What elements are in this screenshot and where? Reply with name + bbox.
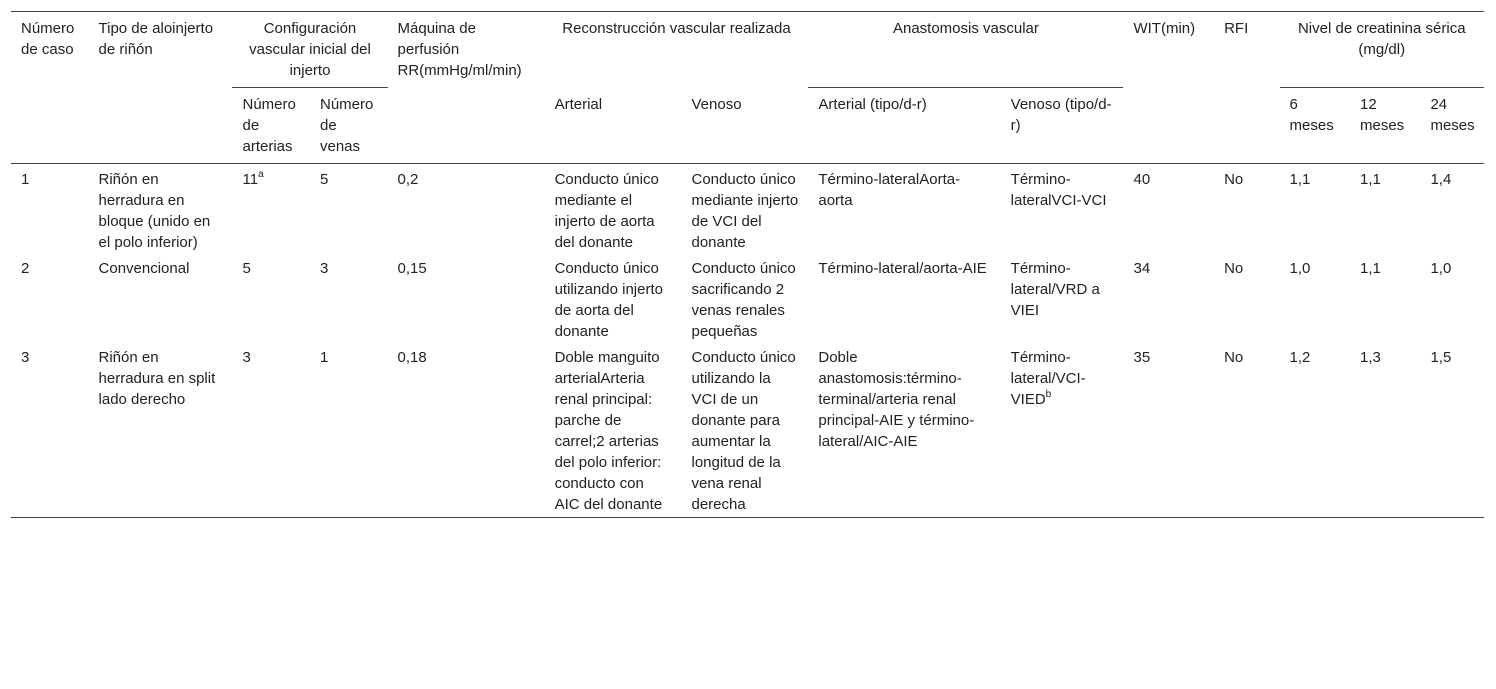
header-anast-venous: Venoso (tipo/d-r) [1001, 88, 1124, 164]
header-24-months: 24 meses [1420, 88, 1484, 164]
anast-venous-value: Término-lateral/VRD a VIEI [1010, 260, 1100, 319]
header-perfusion: Máquina de perfusión RR(mmHg/ml/min) [388, 12, 545, 164]
cell-graft: Convencional [98, 260, 190, 277]
cell-cr6: 1,0 [1289, 260, 1311, 277]
cell-rfi: No [1224, 260, 1244, 277]
header-recon-venous: Venoso [682, 88, 809, 164]
cell-perfusion: 0,2 [397, 171, 419, 188]
header-rfi: RFI [1214, 12, 1279, 164]
cell-cr6: 1,1 [1289, 171, 1311, 188]
header-anastomosis: Anastomosis vascular [808, 12, 1123, 88]
cell-cr24: 1,5 [1420, 342, 1484, 518]
cell-case: 2 [21, 260, 30, 277]
header-wit: WIT(min) [1123, 12, 1214, 164]
anast-venous-value: Término-lateralVCI-VCI [1010, 171, 1107, 209]
cell-cr6: 1,2 [1280, 342, 1350, 518]
cell-veins: 5 [320, 171, 329, 188]
cell-cr12: 1,3 [1350, 342, 1420, 518]
footnote-a: a [258, 169, 264, 180]
cell-wit: 34 [1133, 260, 1151, 277]
cell-case: 3 [11, 342, 89, 518]
cell-recon-arterial: Conducto único mediante el injerto de aorta del donante [554, 171, 659, 251]
header-12-months: 12 meses [1350, 88, 1420, 164]
cell-recon-venous: Conducto único mediante injerto de VCI del donante [691, 171, 799, 251]
cell-veins: 1 [310, 342, 388, 518]
cell-graft: Riñón en herradura en bloque (unido en el polo inferior) [98, 171, 211, 251]
cell-cr24: 1,4 [1430, 171, 1452, 188]
cell-anast-arterial: Término-lateral/aorta-AIE [818, 260, 987, 277]
header-anast-arterial: Arterial (tipo/d-r) [808, 88, 1000, 164]
header-graft-type: Tipo de aloinjerto de riñón [89, 12, 233, 164]
cell-recon-arterial: Conducto único utilizando injerto de aorta del donante [554, 260, 663, 340]
header-case-number: Número de caso [11, 12, 89, 164]
cell-perfusion: 0,15 [397, 260, 427, 277]
header-6-months: 6 meses [1280, 88, 1350, 164]
table-row [11, 342, 1484, 518]
cell-anast-arterial: Término-lateralAorta-aorta [818, 171, 961, 209]
cell-wit: 40 [1133, 171, 1151, 188]
cell-wit: 35 [1123, 342, 1214, 518]
cell-anast-venous [1001, 253, 1124, 342]
table-row [11, 164, 1484, 254]
anast-venous-value: Término-lateral/VCI-VIED [1010, 349, 1086, 408]
cell-recon-venous: Conducto único sacrificando 2 venas renales pequeñas [691, 260, 796, 340]
header-reconstruction: Reconstrucción vascular realizada [545, 12, 809, 88]
cell-veins: 3 [320, 260, 329, 277]
arteries-value: 11 [242, 171, 259, 188]
cell-graft: Riñón en herradura en split lado derecho [89, 342, 233, 518]
cell-rfi: No [1224, 171, 1244, 188]
header-initial-config: Configuración vascular inicial del injerto [232, 12, 387, 88]
header-num-arteries: Número de arterias [232, 88, 310, 164]
cell-anast-arterial: Doble anastomosis:término-terminal/arteria renal principal-AIE y término-lateral/AIC-AIE [808, 342, 1000, 518]
header-creatinine: Nivel de creatinina sérica (mg/dl) [1280, 12, 1484, 88]
cell-rfi: No [1214, 342, 1279, 518]
cell-recon-arterial: Doble manguito arterialArteria renal principal: parche de carrel;2 arterias del polo inferior: conducto con AIC del donante [545, 342, 682, 518]
cell-recon-venous: Conducto único utilizando la VCI de un donante para aumentar la longitud de la vena renal derecha [682, 342, 809, 518]
cell-anast-venous [1001, 164, 1124, 254]
cell-cr24: 1,0 [1430, 260, 1452, 277]
table-row [11, 253, 1484, 342]
cell-cr12: 1,1 [1360, 171, 1381, 188]
cell-arteries [232, 342, 310, 518]
header-recon-arterial: Arterial [545, 88, 682, 164]
cell-cr12: 1,1 [1360, 260, 1381, 277]
footnote-b: b [1045, 389, 1052, 400]
cell-case: 1 [21, 171, 30, 188]
cell-arteries [232, 164, 310, 254]
kidney-graft-table [11, 11, 1484, 518]
arteries-value: 5 [242, 260, 251, 277]
arteries-value: 3 [242, 349, 251, 366]
cell-anast-venous [1001, 342, 1124, 518]
cell-arteries [232, 253, 310, 342]
header-num-veins: Número de venas [310, 88, 388, 164]
table-container [11, 11, 1484, 518]
cell-perfusion: 0,18 [388, 342, 545, 518]
